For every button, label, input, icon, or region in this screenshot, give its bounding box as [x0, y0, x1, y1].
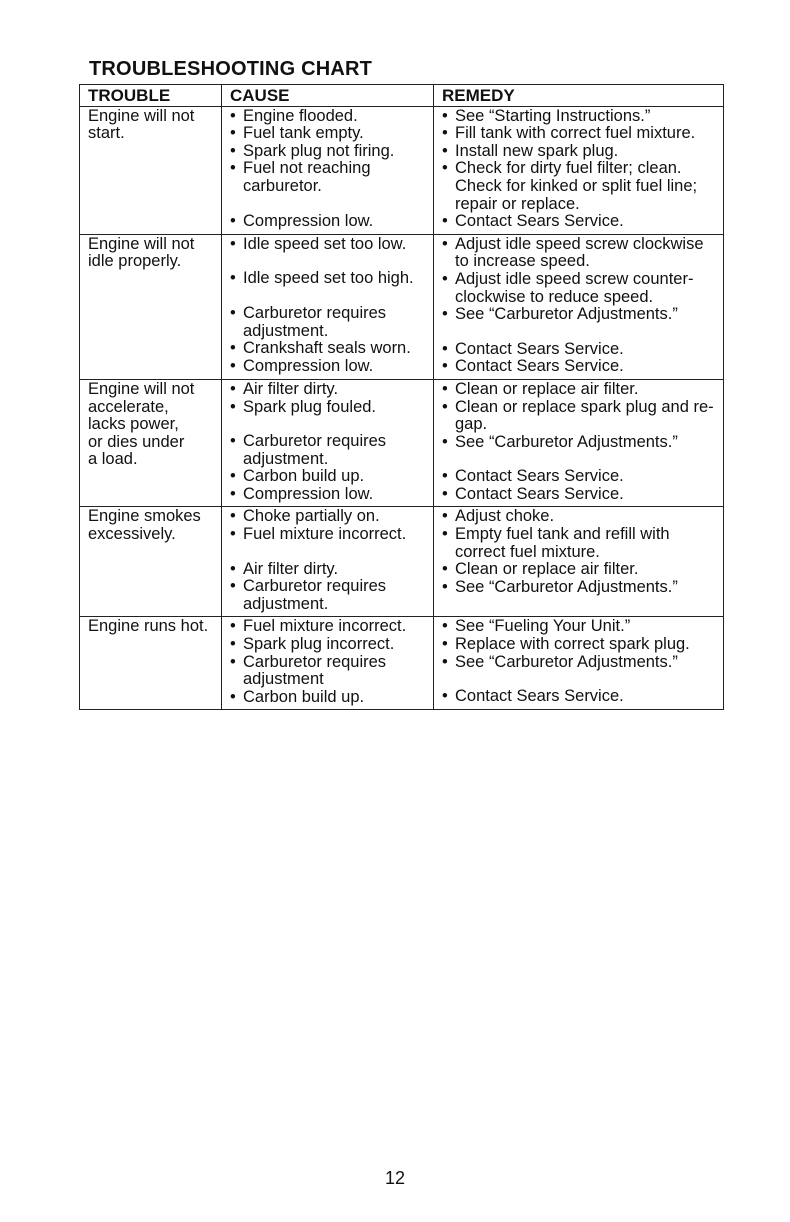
- cause-item: [230, 468, 430, 486]
- cause-item: [230, 618, 430, 636]
- table-row: [80, 617, 724, 710]
- remedy-text: Empty fuel tank and refill with correct fuel mixture.: [455, 525, 670, 561]
- bullet-icon: •: [230, 303, 236, 322]
- remedy-text: Check for dirty fuel filter; clean. Check for kinked or split fuel line; repair or replace.: [455, 159, 698, 213]
- remedy-text: Install new spark plug.: [455, 141, 619, 160]
- bullet-icon: •: [230, 635, 236, 654]
- remedy-text: See “Starting Instructions.”: [455, 106, 651, 125]
- spacer: [230, 196, 430, 213]
- troubleshooting-table: [79, 84, 724, 710]
- table-row: [80, 507, 724, 617]
- cause-item: [230, 578, 430, 613]
- remedy-item: [442, 358, 720, 376]
- trouble-cell: Engine smokes excessively.: [80, 507, 222, 617]
- spacer: [442, 324, 720, 341]
- cause-text: Spark plug not firing.: [243, 141, 395, 160]
- bullet-icon: •: [442, 635, 448, 654]
- page-number: 12: [384, 1168, 406, 1188]
- remedy-item: [442, 688, 720, 706]
- cause-item: [230, 340, 430, 358]
- bullet-icon: •: [442, 106, 448, 125]
- bullet-icon: •: [442, 141, 448, 160]
- spacer: [442, 671, 720, 688]
- bullet-icon: •: [442, 305, 448, 324]
- remedy-item: [442, 381, 720, 399]
- bullet-icon: •: [442, 652, 448, 671]
- cause-cell: [222, 234, 434, 379]
- remedy-item: [442, 160, 720, 213]
- remedy-item: [442, 579, 720, 597]
- remedy-item: [442, 399, 720, 434]
- cause-text: Fuel mixture incorrect.: [243, 525, 407, 544]
- bullet-icon: •: [230, 106, 236, 125]
- remedy-item: [442, 341, 720, 359]
- remedy-item: [442, 486, 720, 504]
- bullet-icon: •: [442, 357, 448, 376]
- bullet-icon: •: [230, 432, 236, 451]
- remedy-item: [442, 306, 720, 324]
- trouble-cell: Engine will not idle properly.: [80, 234, 222, 379]
- remedy-text: Contact Sears Service.: [455, 484, 624, 503]
- cause-text: Carburetor requires adjustment.: [243, 303, 387, 340]
- bullet-icon: •: [230, 525, 236, 544]
- cause-text: Air filter dirty.: [243, 559, 339, 578]
- cause-text: Spark plug fouled.: [243, 397, 377, 416]
- trouble-cell: Engine will not accelerate, lacks power, or dies under a load.: [80, 379, 222, 507]
- bullet-icon: •: [442, 159, 448, 178]
- cause-text: Compression low.: [243, 211, 374, 230]
- cause-column-header: CAUSE: [222, 85, 434, 107]
- cause-text: Choke partially on.: [243, 507, 380, 526]
- cause-item: [230, 270, 430, 288]
- remedy-item: [442, 236, 720, 271]
- bullet-icon: •: [442, 339, 448, 358]
- cause-cell: [222, 379, 434, 507]
- bullet-icon: •: [230, 397, 236, 416]
- cause-item: [230, 381, 430, 399]
- spacer: [230, 416, 430, 433]
- remedy-item: [442, 434, 720, 452]
- bullet-icon: •: [442, 234, 448, 253]
- cause-text: Fuel mixture incorrect.: [243, 617, 407, 636]
- cause-item: [230, 236, 430, 254]
- bullet-icon: •: [442, 617, 448, 636]
- remedy-cell: [434, 234, 724, 379]
- remedy-cell: [434, 379, 724, 507]
- cause-text: Air filter dirty.: [243, 379, 339, 398]
- cause-cell: [222, 507, 434, 617]
- trouble-cell: Engine will not start.: [80, 106, 222, 234]
- cause-item: [230, 160, 430, 195]
- bullet-icon: •: [230, 577, 236, 596]
- bullet-icon: •: [230, 559, 236, 578]
- remedy-item: [442, 526, 720, 561]
- spacer: [230, 253, 430, 270]
- spacer: [230, 288, 430, 305]
- bullet-icon: •: [442, 432, 448, 451]
- table-header-row: [80, 85, 724, 107]
- bullet-icon: •: [230, 507, 236, 526]
- cause-item: [230, 486, 430, 504]
- bullet-icon: •: [442, 525, 448, 544]
- remedy-item: [442, 508, 720, 526]
- table-body: [80, 106, 724, 710]
- remedy-text: See “Carburetor Adjustments.”: [455, 432, 678, 451]
- remedy-text: Contact Sears Service.: [455, 687, 624, 706]
- remedy-text: See “Carburetor Adjustments.”: [455, 305, 678, 324]
- cause-cell: [222, 617, 434, 710]
- cause-item: [230, 305, 430, 340]
- cause-item: [230, 143, 430, 161]
- bullet-icon: •: [442, 577, 448, 596]
- remedy-item: [442, 108, 720, 126]
- remedy-cell: [434, 507, 724, 617]
- bullet-icon: •: [230, 652, 236, 671]
- remedy-item: [442, 618, 720, 636]
- cause-text: Engine flooded.: [243, 106, 358, 125]
- cause-text: Idle speed set too low.: [243, 234, 407, 253]
- table-row: [80, 379, 724, 507]
- remedy-text: See “Fueling Your Unit.”: [455, 617, 631, 636]
- cause-item: [230, 358, 430, 376]
- bullet-icon: •: [230, 211, 236, 230]
- cause-text: Compression low.: [243, 356, 374, 375]
- remedy-text: Fill tank with correct fuel mixture.: [455, 124, 696, 143]
- bullet-icon: •: [230, 467, 236, 486]
- cause-item: [230, 689, 430, 707]
- remedy-text: Contact Sears Service.: [455, 339, 624, 358]
- bullet-icon: •: [442, 507, 448, 526]
- bullet-icon: •: [442, 269, 448, 288]
- remedy-item: [442, 468, 720, 486]
- remedy-item: [442, 636, 720, 654]
- trouble-cell: Engine runs hot.: [80, 617, 222, 710]
- trouble-column-header: TROUBLE: [80, 85, 222, 107]
- cause-item: [230, 526, 430, 544]
- bullet-icon: •: [442, 467, 448, 486]
- cause-text: Fuel not reaching carburetor.: [243, 159, 371, 195]
- remedy-item: [442, 143, 720, 161]
- cause-text: Fuel tank empty.: [243, 124, 364, 143]
- table-row: [80, 234, 724, 379]
- cause-text: Compression low.: [243, 484, 374, 503]
- remedy-item: [442, 654, 720, 672]
- cause-cell: [222, 106, 434, 234]
- remedy-cell: [434, 617, 724, 710]
- remedy-item: [442, 271, 720, 306]
- bullet-icon: •: [442, 212, 448, 231]
- remedy-text: See “Carburetor Adjustments.”: [455, 577, 678, 596]
- remedy-item: [442, 561, 720, 579]
- cause-item: [230, 654, 430, 689]
- cause-text: Carburetor requires adjustment: [243, 652, 387, 689]
- bullet-icon: •: [230, 159, 236, 178]
- bullet-icon: •: [230, 687, 236, 706]
- remedy-text: Contact Sears Service.: [455, 212, 624, 231]
- remedy-cell: [434, 106, 724, 234]
- chart-title: TROUBLESHOOTING CHART: [89, 58, 373, 80]
- bullet-icon: •: [442, 379, 448, 398]
- bullet-icon: •: [230, 124, 236, 143]
- bullet-icon: •: [230, 356, 236, 375]
- bullet-icon: •: [442, 560, 448, 579]
- bullet-icon: •: [230, 379, 236, 398]
- table-row: [80, 106, 724, 234]
- remedy-text: See “Carburetor Adjustments.”: [455, 652, 678, 671]
- remedy-text: Clean or replace spark plug and re-gap.: [455, 397, 714, 434]
- cause-text: Spark plug incorrect.: [243, 635, 395, 654]
- bullet-icon: •: [230, 141, 236, 160]
- cause-item: [230, 399, 430, 417]
- cause-text: Carburetor requires adjustment.: [243, 577, 387, 613]
- cause-item: [230, 125, 430, 143]
- remedy-text: Contact Sears Service.: [455, 467, 624, 486]
- remedy-text: Adjust idle speed screw clockwise to increase speed.: [455, 234, 704, 271]
- cause-text: Carbon build up.: [243, 467, 365, 486]
- remedy-text: Contact Sears Service.: [455, 357, 624, 376]
- remedy-column-header: REMEDY: [434, 85, 724, 107]
- bullet-icon: •: [442, 687, 448, 706]
- cause-text: Carbon build up.: [243, 687, 365, 706]
- cause-item: [230, 561, 430, 579]
- cause-item: [230, 433, 430, 468]
- remedy-text: Replace with correct spark plug.: [455, 635, 690, 654]
- cause-text: Idle speed set too high.: [243, 269, 414, 288]
- cause-item: [230, 636, 430, 654]
- bullet-icon: •: [230, 484, 236, 503]
- remedy-text: Clean or replace air filter.: [455, 379, 639, 398]
- bullet-icon: •: [230, 617, 236, 636]
- spacer: [230, 544, 430, 561]
- spacer: [442, 451, 720, 468]
- bullet-icon: •: [442, 484, 448, 503]
- cause-text: Carburetor requires adjustment.: [243, 432, 387, 468]
- bullet-icon: •: [230, 269, 236, 288]
- bullet-icon: •: [230, 234, 236, 253]
- remedy-text: Adjust idle speed screw counter-clockwise to reduce speed.: [455, 269, 694, 306]
- cause-item: [230, 508, 430, 526]
- bullet-icon: •: [230, 339, 236, 358]
- remedy-item: [442, 125, 720, 143]
- cause-item: [230, 213, 430, 231]
- remedy-text: Clean or replace air filter.: [455, 560, 639, 579]
- cause-text: Crankshaft seals worn.: [243, 339, 411, 358]
- remedy-item: [442, 213, 720, 231]
- cause-item: [230, 108, 430, 126]
- bullet-icon: •: [442, 124, 448, 143]
- bullet-icon: •: [442, 397, 448, 416]
- remedy-text: Adjust choke.: [455, 507, 555, 526]
